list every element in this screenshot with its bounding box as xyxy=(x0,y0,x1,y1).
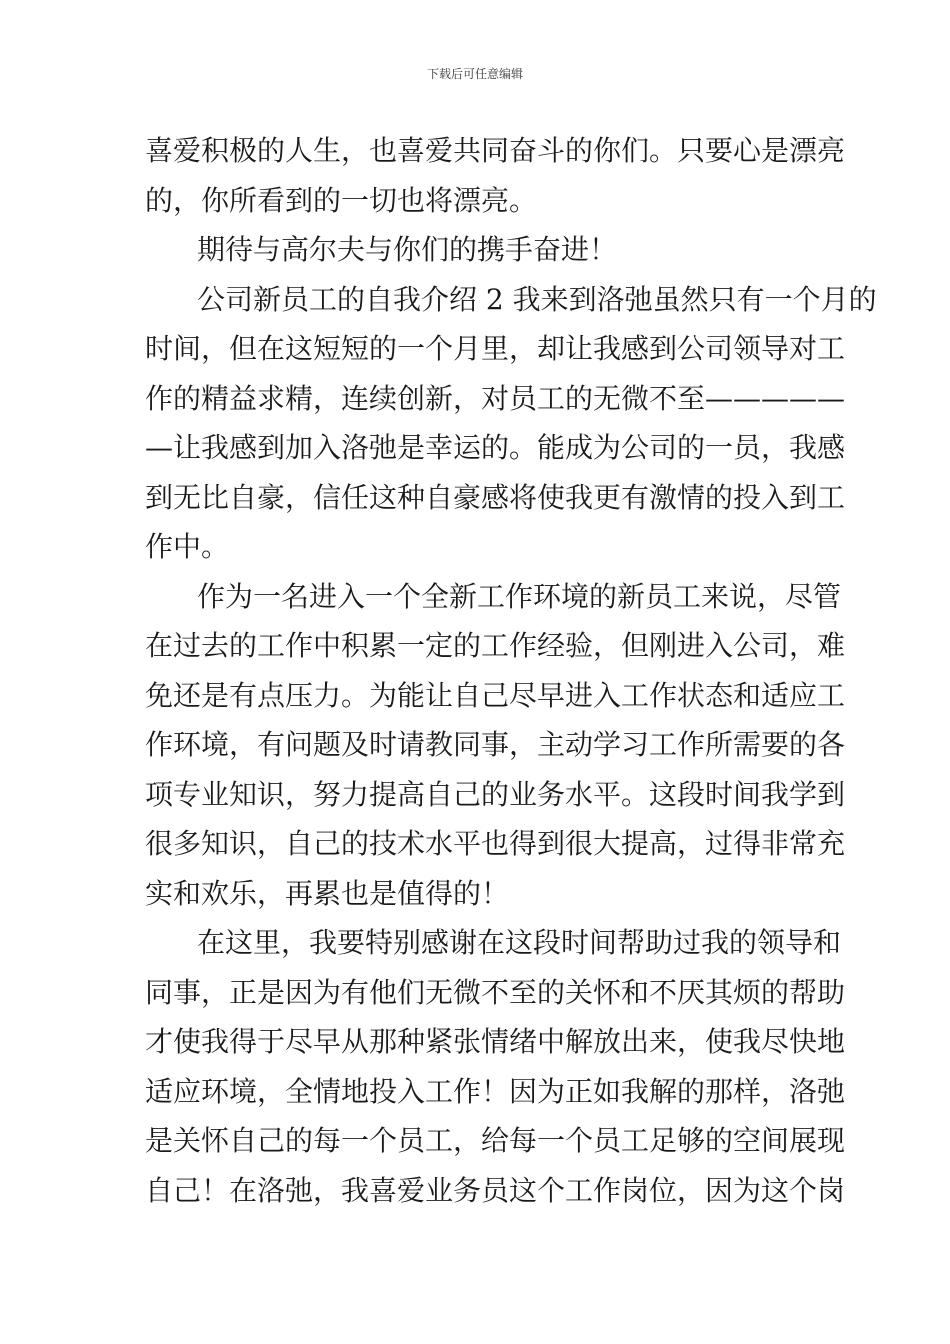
text-line: 喜爱积极的人生，也喜爱共同奋斗的你们。只要心是漂亮 xyxy=(145,134,846,167)
text-line: 时间，但在这短短的一个月里，却让我感到公司领导对工 xyxy=(145,332,846,365)
text-line: 很多知识，自己的技术水平也得到很大提高，过得非常充 xyxy=(145,827,846,860)
text-line: 项专业知识，努力提高自己的业务水平。这段时间我学到 xyxy=(145,777,846,811)
paragraph xyxy=(145,275,877,572)
text-line: 免还是有点压力。为能让自己尽早进入工作状态和适应工 xyxy=(145,678,846,712)
text-line: 在这里，我要特别感谢在这段时间帮助过我的领导和 xyxy=(197,926,842,959)
text-line: 期待与高尔夫与你们的携手奋进！ xyxy=(197,233,618,266)
text-line: 到无比自豪，信任这种自豪感将使我更有激情的投入到工 xyxy=(145,480,846,514)
text-line: 适应环境，全情地投入工作！因为正如我解的那样，洛弛 xyxy=(145,1074,846,1108)
text-line: 实和欢乐，再累也是值得的！ xyxy=(145,876,510,910)
paragraph xyxy=(145,918,846,1215)
text-line: —让我感到加入洛弛是幸运的。能成为公司的一员，我感 xyxy=(145,431,846,464)
text-line: 在过去的工作中积累一定的工作经验，但刚进入公司，难 xyxy=(145,629,846,662)
text-line: 作为一名进入一个全新工作环境的新员工来说，尽管 xyxy=(197,579,842,613)
text-line: 才使我得于尽早从那种紧张情绪中解放出来，使我尽快地 xyxy=(145,1025,846,1058)
paragraph xyxy=(145,126,846,225)
text-line: 自己！在洛弛，我喜爱业务员这个工作岗位，因为这个岗 xyxy=(145,1173,846,1207)
document-body xyxy=(145,126,877,1215)
text-line: 作的精益求精，连续创新，对员工的无微不至————— xyxy=(145,381,846,415)
paragraph xyxy=(145,572,846,919)
paragraph xyxy=(145,225,807,275)
text-line: 同事，正是因为有他们无微不至的关怀和不厌其烦的帮助 xyxy=(145,975,846,1009)
text-line: 公司新员工的自我介绍 2 我来到洛弛虽然只有一个月的 xyxy=(197,282,877,316)
page-header-note: 下载后可任意编辑 xyxy=(426,67,523,81)
text-line: 作中。 xyxy=(145,530,230,563)
text-line: 作环境，有问题及时请教同事，主动学习工作所需要的各 xyxy=(145,728,846,761)
text-line: 是关怀自己的每一个员工，给每一个员工足够的空间展现 xyxy=(145,1124,846,1157)
text-line: 的，你所看到的一切也将漂亮。 xyxy=(145,183,538,217)
